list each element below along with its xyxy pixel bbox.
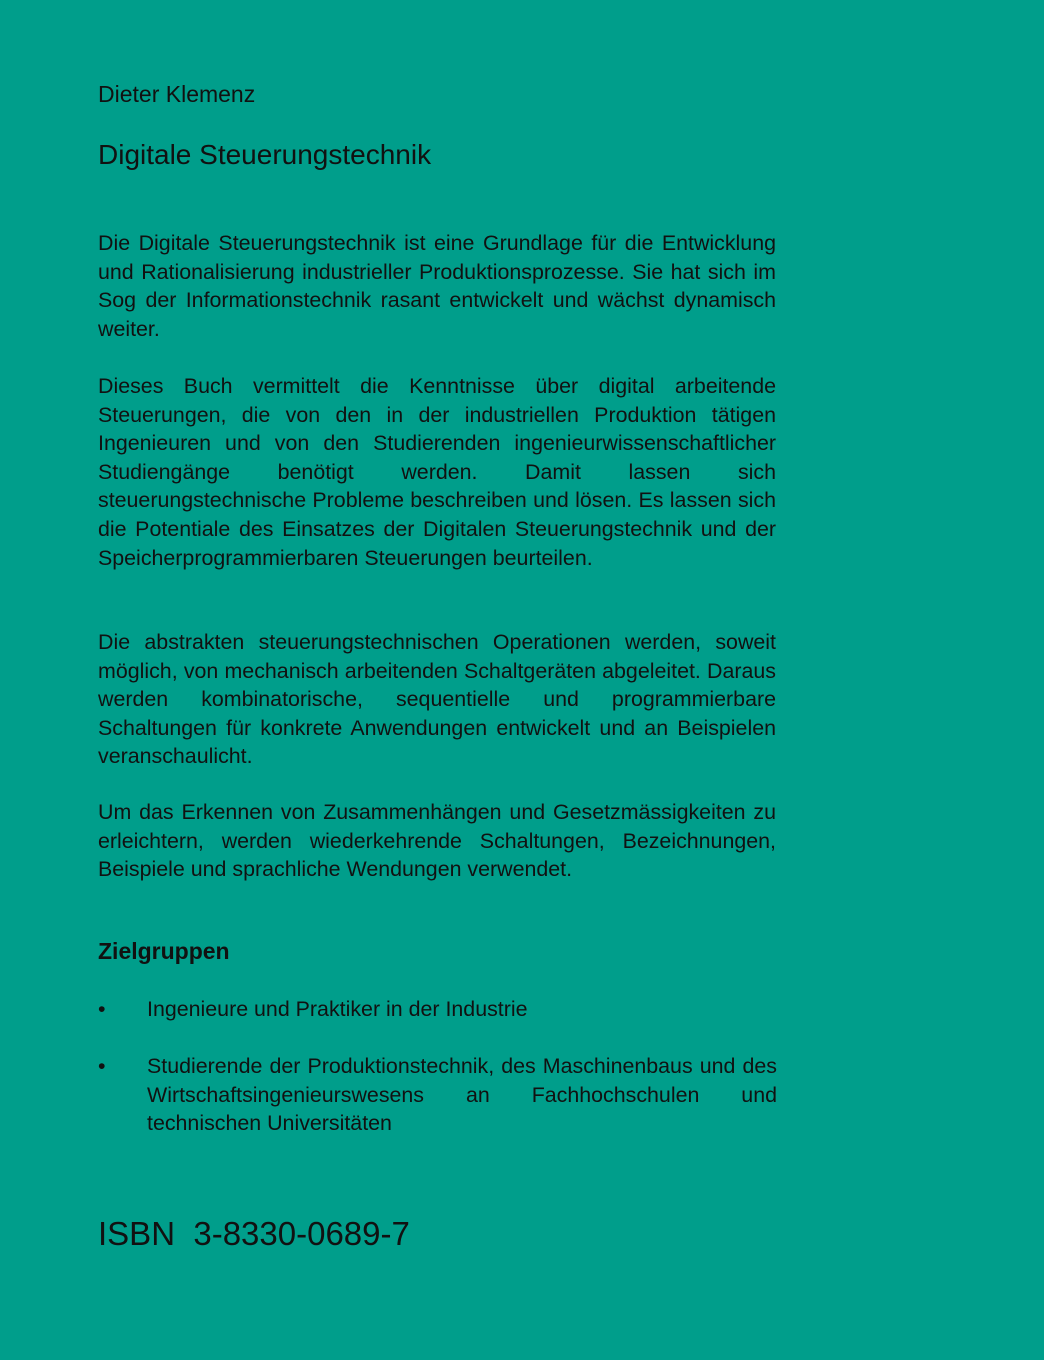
list-item-text: Ingenieure und Praktiker in der Industrie — [147, 997, 528, 1021]
description-paragraph-1: Die Digitale Steuerungstechnik ist eine Grundlage für die Entwicklung und Rationalisierung industrieller Produktionsprozesse. Sie hat sich im Sog der Informationstechnik rasant entwickelt und wächst dynamisch weiter. — [98, 231, 776, 341]
bullet-icon: • — [98, 997, 106, 1021]
description-paragraph-2: Dieses Buch vermittelt die Kenntnisse über digital arbeitende Steuerungen, die von den in der industriellen Produktion tätigen Ingenieuren und von den Studierenden ingenieurwissenschaftlicher Studiengänge benötigt werden. Damit lassen sich steuerungstechnische Probleme beschreiben und lösen. Es lassen sich die Potentiale des Einsatzes der Digitalen Steuerungstechnik und der Speicherprogrammierbaren Steuerungen beurteilen. — [98, 374, 776, 570]
isbn-number: ISBN 3-8330-0689-7 — [98, 1215, 410, 1252]
book-title: Digitale Steuerungstechnik — [98, 139, 432, 170]
author-name: Dieter Klemenz — [98, 81, 256, 107]
list-item-text: Studierende der Produktionstechnik, des Maschinenbaus und des Wirtschaftsingenieurswesens an Fachhochschulen und technischen Universitäten — [147, 1054, 777, 1136]
description-paragraph-3: Die abstrakten steuerungstechnischen Operationen werden, soweit möglich, von mechanisch arbeitenden Schaltgeräten abgeleitet. Daraus werden kombinatorische, sequentielle und programmierbare Schaltungen für konkrete Anwendungen entwickelt und an Beispielen veranschaulicht. — [98, 630, 776, 769]
bullet-icon: • — [98, 1054, 106, 1078]
description-paragraph-4: Um das Erkennen von Zusammenhängen und Gesetzmässigkeiten zu erleichtern, werden wiederkehrende Schaltungen, Bezeichnungen, Beispiele und sprachliche Wendungen verwendet. — [98, 800, 776, 882]
target-groups-heading: Zielgruppen — [98, 938, 230, 964]
